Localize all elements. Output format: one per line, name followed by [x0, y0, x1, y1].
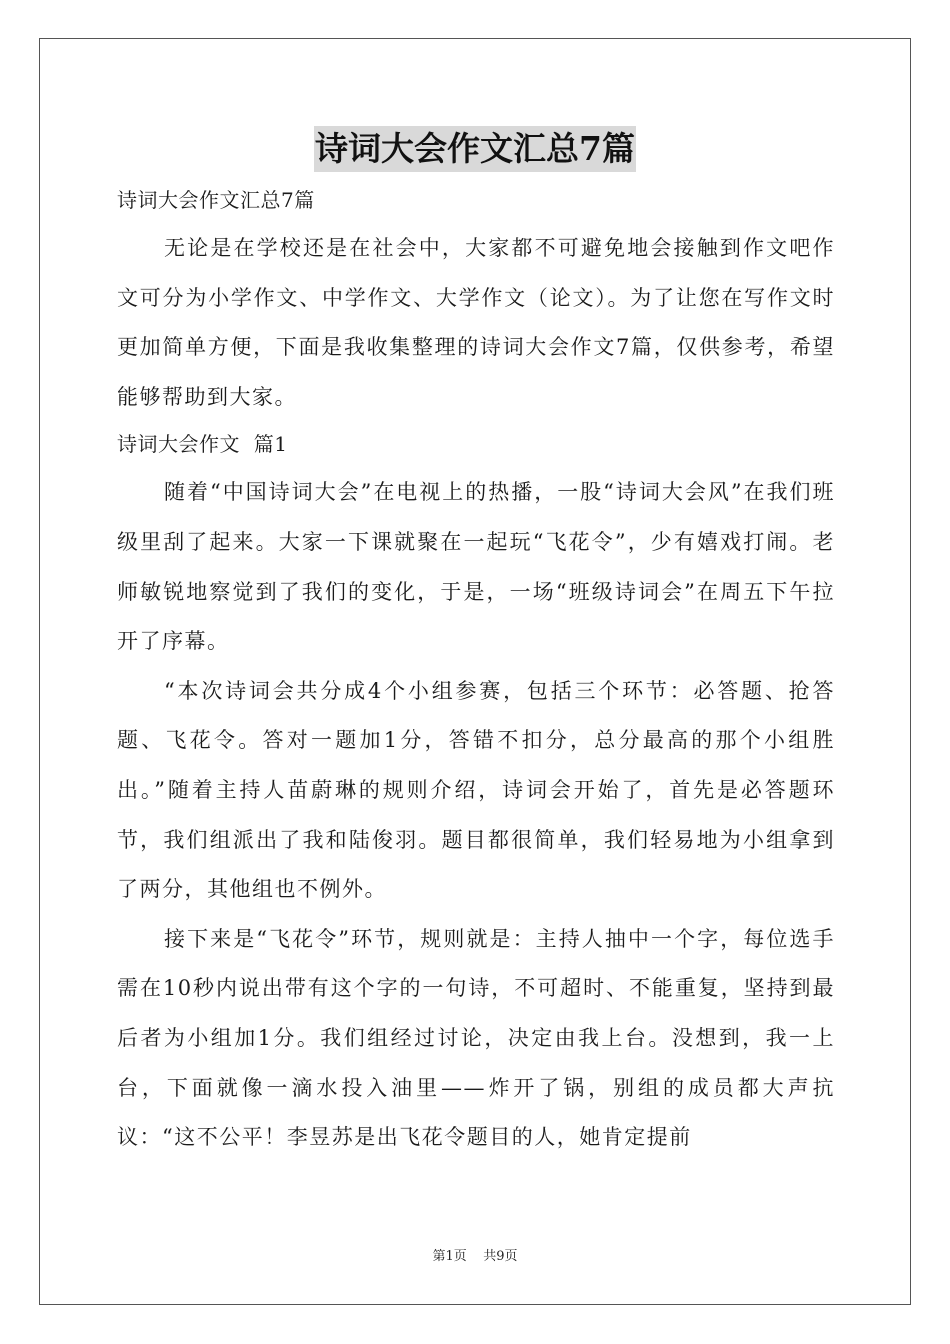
- intro-paragraph: 无论是在学校还是在社会中，大家都不可避免地会接触到作文吧作文可分为小学作文、中学作文、大学作文（论文）。为了让您在写作文时更加简单方便，下面是我收集整理的诗词大会作文7篇，仅供参考，希望能够帮助到大家。: [117, 236, 835, 409]
- title-container: [0, 126, 950, 172]
- document-subtitle: 诗词大会作文汇总7篇: [117, 188, 315, 212]
- body-paragraph-2: “本次诗词会共分成4个小组参赛，包括三个环节：必答题、抢答题、飞花令。答对一题加1分，答错不扣分，总分最高的那个小组胜出。”随着主持人苗蔚琳的规则介绍，诗词会开始了，首先是必答题环节，我们组派出了我和陆俊羽。题目都很简单，我们轻易地为小组拿到了两分，其他组也不例外。: [117, 678, 835, 902]
- document-body: [117, 180, 835, 1163]
- body-paragraph-3: 接下来是“飞花令”环节，规则就是：主持人抽中一个字，每位选手需在10秒内说出带有这个字的一句诗，不可超时、不能重复，坚持到最后者为小组加1分。我们组经过讨论，决定由我上台。没想到，我一上台，下面就像一滴水投入油里——炸开了锅，别组的成员都大声抗议：“这不公平！李昱苏是出飞花令题目的人，她肯定提前: [117, 926, 835, 1150]
- body-paragraph-1: 随着“中国诗词大会”在电视上的热播，一股“诗词大会风”在我们班级里刮了起来。大家一下课就聚在一起玩“飞花令”，少有嬉戏打闹。老师敏锐地察觉到了我们的变化，于是，一场“班级诗词会”在周五下午拉开了序幕。: [117, 480, 835, 654]
- document-title: 诗词大会作文汇总7篇: [314, 126, 636, 172]
- section-heading: 诗词大会作文 篇1: [117, 432, 288, 457]
- page-footer: 第1页 共9页: [432, 1249, 518, 1264]
